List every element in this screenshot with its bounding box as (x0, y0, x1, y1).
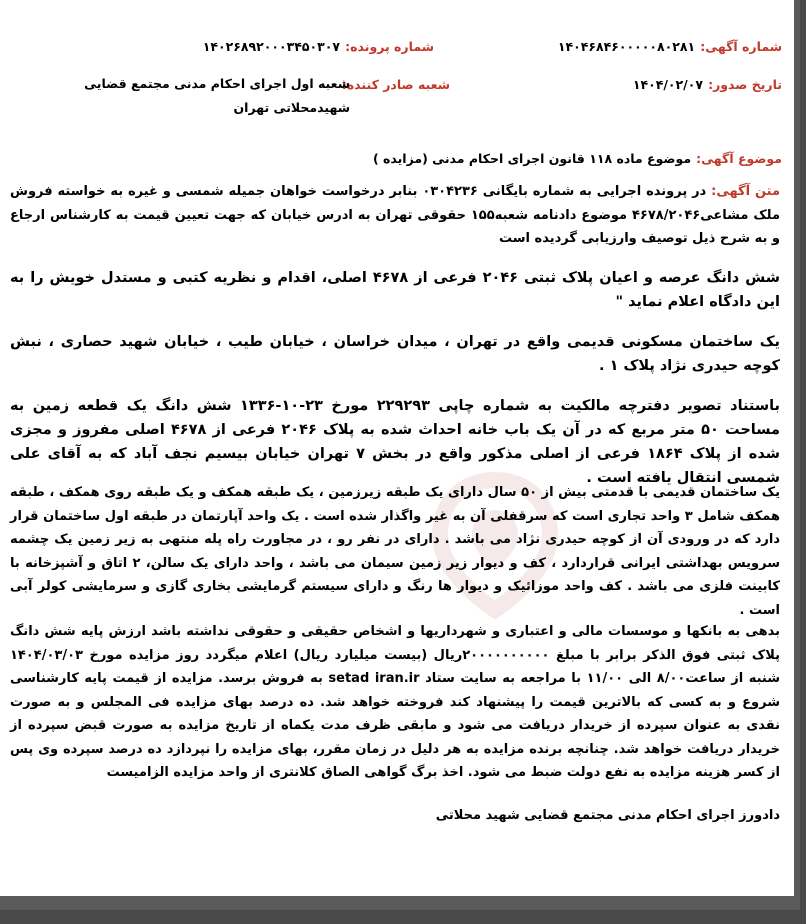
file-number-label: شماره پرونده: (345, 39, 434, 54)
paragraph-5: یک ساختمان قدیمی با قدمتی بیش از ۵۰ سال دارای یک طبقه زیرزمین ، یک طبقه همکف و یک طبقه روی همکف ، طبقه همکف شامل ۳ واحد تجاری است که سرقفلی آن به غیر واگذار شده است . یک واحد آپارتمان در طبقه اول ساختمان قرار دارد که در ورودی آن از کوچه حیدری نژاد می باشد . دارای در نفر رو ، در مجاورت راه پله منتهی به زیر زمین یک چشمه سرویس بهداشتی ایرانی قراردارد ، کف و دیوار زیر زمین سیمان می باشد ، واحد دارای یک سالن، ۲ اتاق و آشپزخانه با کابینت فلزی می باشد . کف واحد موزائیک و دیوار ها رنگ و دارای سیستم گرمایشی بخاری گازی و سرمایشی کولر آبی است . (10, 485, 780, 618)
ad-number (558, 36, 782, 55)
paragraph-4: باستناد تصویر دفترچه مالکیت به شماره چاپی ۲۲۹۲۹۳ مورخ ۲۳-۱۰-۱۳۳۶ شش دانگ یک قطعه زمین به مساحت ۵۰ متر مربع که در آن یک باب خانه احداث شده به پلاک ۲۰۴۶ فرعی از ۴۶۷۸ اصلی مفروز و مجزی شده از پلاک ۱۸۶۴ فرعی از اصلی مذکور واقع در بخش ۷ تهران خیابان بیسیم نجف آباد که به آقای علی شمسی انتقال یافته است . (10, 398, 781, 486)
subject (373, 148, 782, 167)
issuer-label: شعبه صادر کننده: (341, 77, 450, 92)
paragraph-1 (10, 180, 780, 251)
subject-value: موضوع ماده ۱۱۸ قانون اجرای احکام مدنی (مزایده ) (372, 151, 692, 166)
ad-number-value: ۱۴۰۴۶۸۴۶۰۰۰۰۰۸۰۲۸۱ (557, 39, 696, 54)
paragraph-3: یک ساختمان مسکونی قدیمی واقع در تهران ، میدان خراسان ، خیابان طیب ، خیابان شهید حصاری ، نبش کوچه حیدری نژاد پلاک ۱ . (10, 334, 780, 374)
issue-date-value: ۱۴۰۴/۰۲/۰۷ (632, 77, 703, 92)
text-label: متن آگهی: (711, 184, 781, 199)
issue-date-label: تاریخ صدور: (708, 77, 782, 92)
issuer-label-wrap (342, 74, 450, 93)
issuer-value: شعبه اول اجرای احکام مدنی مجتمع قضایی شهیدمحلاتی تهران (84, 76, 350, 115)
signature: دادورز اجرای احکام مدنی مجتمع قضایی شهید محلاتی (435, 808, 780, 823)
subject-label: موضوع آگهی: (696, 151, 782, 166)
issue-date (633, 74, 782, 93)
paragraph-6: بدهی به بانکها و موسسات مالی و اعتباری و شهرداریها و اشخاص حقیقی و حقوقی نداشته باشد ارزش پایه شش دانگ پلاک ثبتی فوق الذکر برابر با مبلغ ۲۰۰۰۰۰۰۰۰۰۰ریال (بیست میلیارد ریال) اعلام میگردد روز مزایده مورخ ۱۴۰۴/۰۳/۰۳ شنبه از ساعت۸/۰۰ الی ۱۱/۰۰ با مراجعه به سایت ستاد setad iran.ir به فروش برسد. مزایده از قیمت پایه کارشناسی شروع و به کسی که بالاترین قیمت را پیشنهاد کند فروخته خواهد شد. ده درصد بهای مزایده فی المجلس و به صورت نقدی به عنوان سپرده از خریدار دریافت می شود و مابقی ظرف مدت یکماه از تاریخ مزایده به صورت قبض سپرده از خریدار دریافت خواهد شد. چنانچه برنده مزایده به هر دلیل در زمان مقرر، بهای مزایده را نپردازد ده درصد سپرده وی پس از کسر هزینه مزایده به نفع دولت ضبط می شود. اخذ برگ گواهی الصاق کلانتری از واحد مزایده الزامیست (10, 624, 780, 780)
file-number (203, 36, 434, 55)
ad-number-label: شماره آگهی: (700, 39, 782, 54)
paragraph-1-text: در پرونده اجرایی به شماره بایگانی ۰۳۰۴۲۳۶ بنابر درخواست خواهان جمیله شمسی و غیره به خواسته فروش ملک مشاعی۴۶۷۸/۲۰۴۶ موضوع دادنامه شعبه۱۵۵ حقوقی تهران به ادرس خیابان که جهت تعیین قیمت به کارشناس ارجاع و به شرح ذیل توصیف وارزیابی گردیده است (10, 184, 780, 246)
paragraph-2: شش دانگ عرصه و اعیان پلاک ثبتی ۲۰۴۶ فرعی از ۴۶۷۸ اصلی، اقدام و نظریه کتبی و مستدل خویش را به این دادگاه اعلام نماید " (10, 270, 780, 310)
file-number-value: ۱۴۰۲۶۸۹۲۰۰۰۳۴۵۰۳۰۷ (202, 39, 341, 54)
